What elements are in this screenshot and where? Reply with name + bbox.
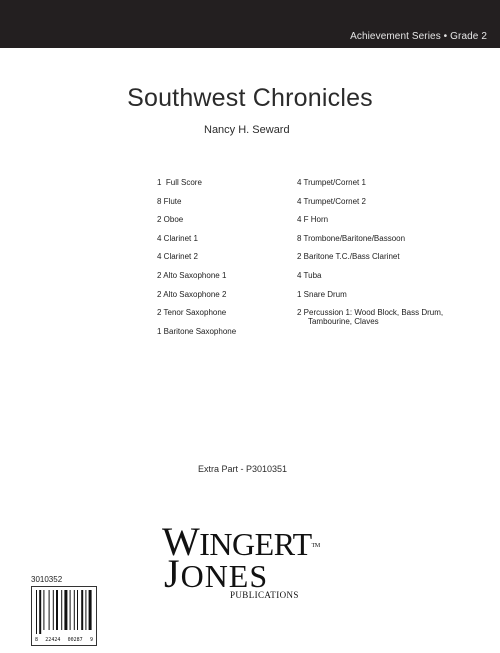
logo-line-2: JONES (164, 551, 269, 596)
barcode-bar (70, 590, 71, 630)
composer-name: Nancy H. Seward (204, 124, 290, 136)
list-item: 8 Trombone/Baritone/Bassoon (297, 233, 406, 243)
barcode-bar (61, 590, 62, 630)
barcode-bar (77, 590, 78, 630)
list-item: 2 Alto Saxophone 2 (157, 289, 227, 299)
list-item: 1 Snare Drum (297, 289, 347, 299)
list-item: 4 Trumpet/Cornet 2 (297, 196, 366, 206)
list-item: 8 Flute (157, 196, 182, 206)
barcode-bar (43, 590, 44, 630)
list-item: 1 Full Score (157, 178, 202, 187)
page-title: Southwest Chronicles (127, 84, 373, 112)
header-bar (0, 0, 500, 48)
barcode-bar (36, 590, 37, 634)
barcode-bar (89, 590, 92, 630)
parts-list-right (297, 178, 472, 327)
barcode-bars (35, 590, 93, 634)
list-item: 1 Baritone Saxophone (157, 326, 237, 336)
catalog-number: 3010352 (31, 575, 63, 584)
barcode-bar (64, 590, 67, 630)
list-item: 4 Clarinet 2 (157, 252, 198, 262)
list-item: 4 Clarinet 1 (157, 233, 198, 243)
list-item: 2 Percussion 1: Wood Block, Bass Drum, Tambourine, Claves (297, 308, 444, 327)
list-item: 4 F Horn (297, 215, 329, 225)
barcode (31, 586, 97, 646)
barcode-bar (53, 590, 54, 630)
barcode-bar (56, 590, 58, 630)
series-label: Achievement Series • Grade 2 (350, 31, 487, 42)
list-item: 4 Tuba (297, 270, 322, 280)
parts-list-left (157, 178, 287, 345)
barcode-bar (85, 590, 86, 630)
list-item: 2 Oboe (157, 215, 184, 225)
list-item: 2 Alto Saxophone 1 (157, 270, 227, 280)
list-item: 2 Baritone T.C./Bass Clarinet (297, 252, 400, 262)
logo-publications: PUBLICATIONS (230, 590, 299, 600)
barcode-bar (39, 590, 41, 634)
barcode-bar (74, 590, 75, 630)
barcode-bar (81, 590, 83, 630)
list-item: 4 Trumpet/Cornet 1 (297, 178, 366, 187)
logo-line-1: WINGERT™ (162, 519, 320, 564)
extra-part-label: Extra Part - P3010351 (198, 464, 288, 474)
list-item: 2 Tenor Saxophone (157, 308, 227, 318)
barcode-bar (49, 590, 50, 630)
publisher-logo (162, 519, 342, 600)
barcode-digits: 8 22424 00287 9 (35, 637, 93, 643)
